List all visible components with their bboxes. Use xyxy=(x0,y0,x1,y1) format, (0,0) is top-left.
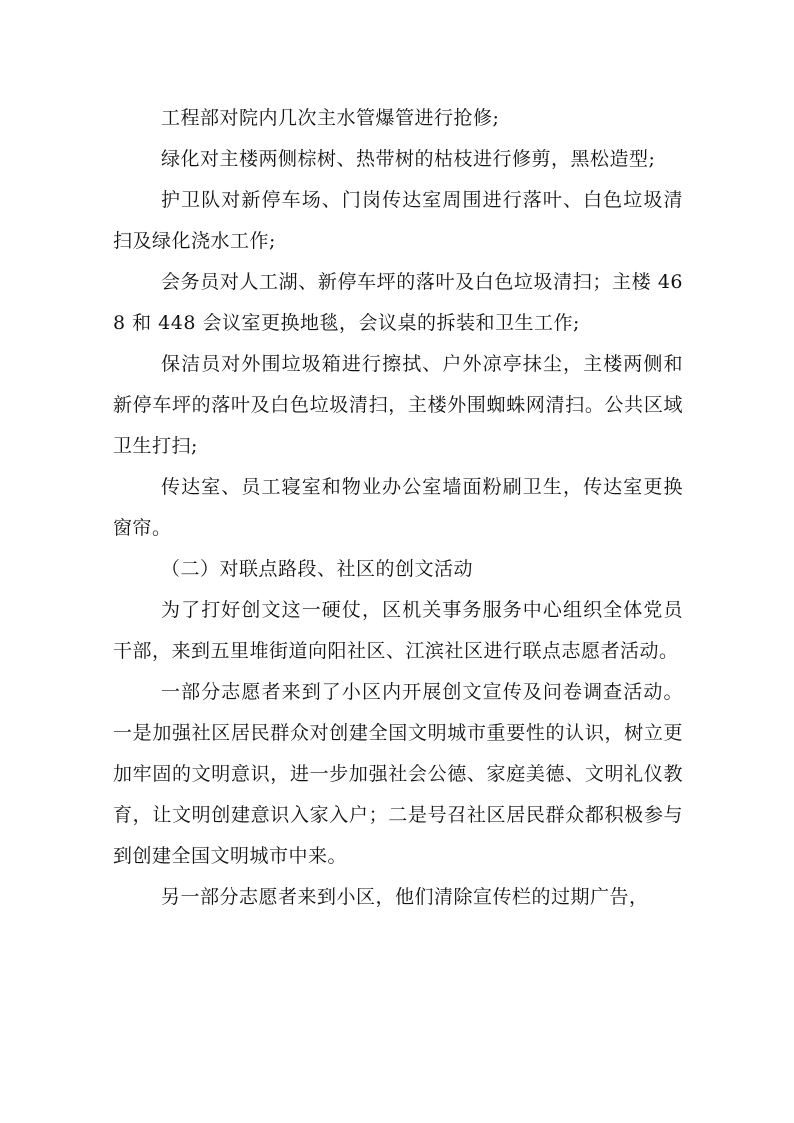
paragraph-volunteer-survey: 一部分志愿者来到了小区内开展创文宣传及问卷调查活动。一是加强社区居民群众对创建全国文明城市重要性的认识，树立更加牢固的文明意识，进一步加强社会公德、家庭美德、文明礼仪教育，让文明创建意识入家入户；二是号召社区居民群众都积极参与到创建全国文明城市中来。 xyxy=(113,681,683,867)
paragraph-volunteer-intro: 为了打好创文这一硬仗，区机关事务服务中心组织全体党员干部，来到五里堆街道向阳社区、江滨社区进行联点志愿者活动。 xyxy=(113,599,683,662)
section-heading: （二）对联点路段、社区的创文活动 xyxy=(161,558,474,580)
paragraph-cleaners: 保洁员对外围垃圾箱进行擦拭、户外凉亭抹尘，主楼两侧和新停车坪的落叶及白色垃圾清扫，主楼外围蜘蛛网清扫。公共区域卫生打扫; xyxy=(113,353,683,457)
paragraph-greening: 绿化对主楼两侧棕树、热带树的枯枝进行修剪，黑松造型; xyxy=(161,148,656,170)
paragraph-volunteer-cleanup: 另一部分志愿者来到小区，他们清除宣传栏的过期广告， xyxy=(161,886,649,908)
paragraph-engineering: 工程部对院内几次主水管爆管进行抢修; xyxy=(161,107,500,129)
paragraph-conference-staff: 会务员对人工湖、新停车坪的落叶及白色垃圾清扫；主楼 468 和 448 会议室更换地毯，会议桌的拆装和卫生工作; xyxy=(113,271,683,334)
paragraph-guard-team: 护卫队对新停车场、门岗传达室周围进行落叶、白色垃圾清扫及绿化浇水工作; xyxy=(113,189,683,252)
document-body xyxy=(113,98,683,918)
paragraph-reception-room: 传达室、员工寝室和物业办公室墙面粉刷卫生，传达室更换窗帘。 xyxy=(113,476,683,539)
